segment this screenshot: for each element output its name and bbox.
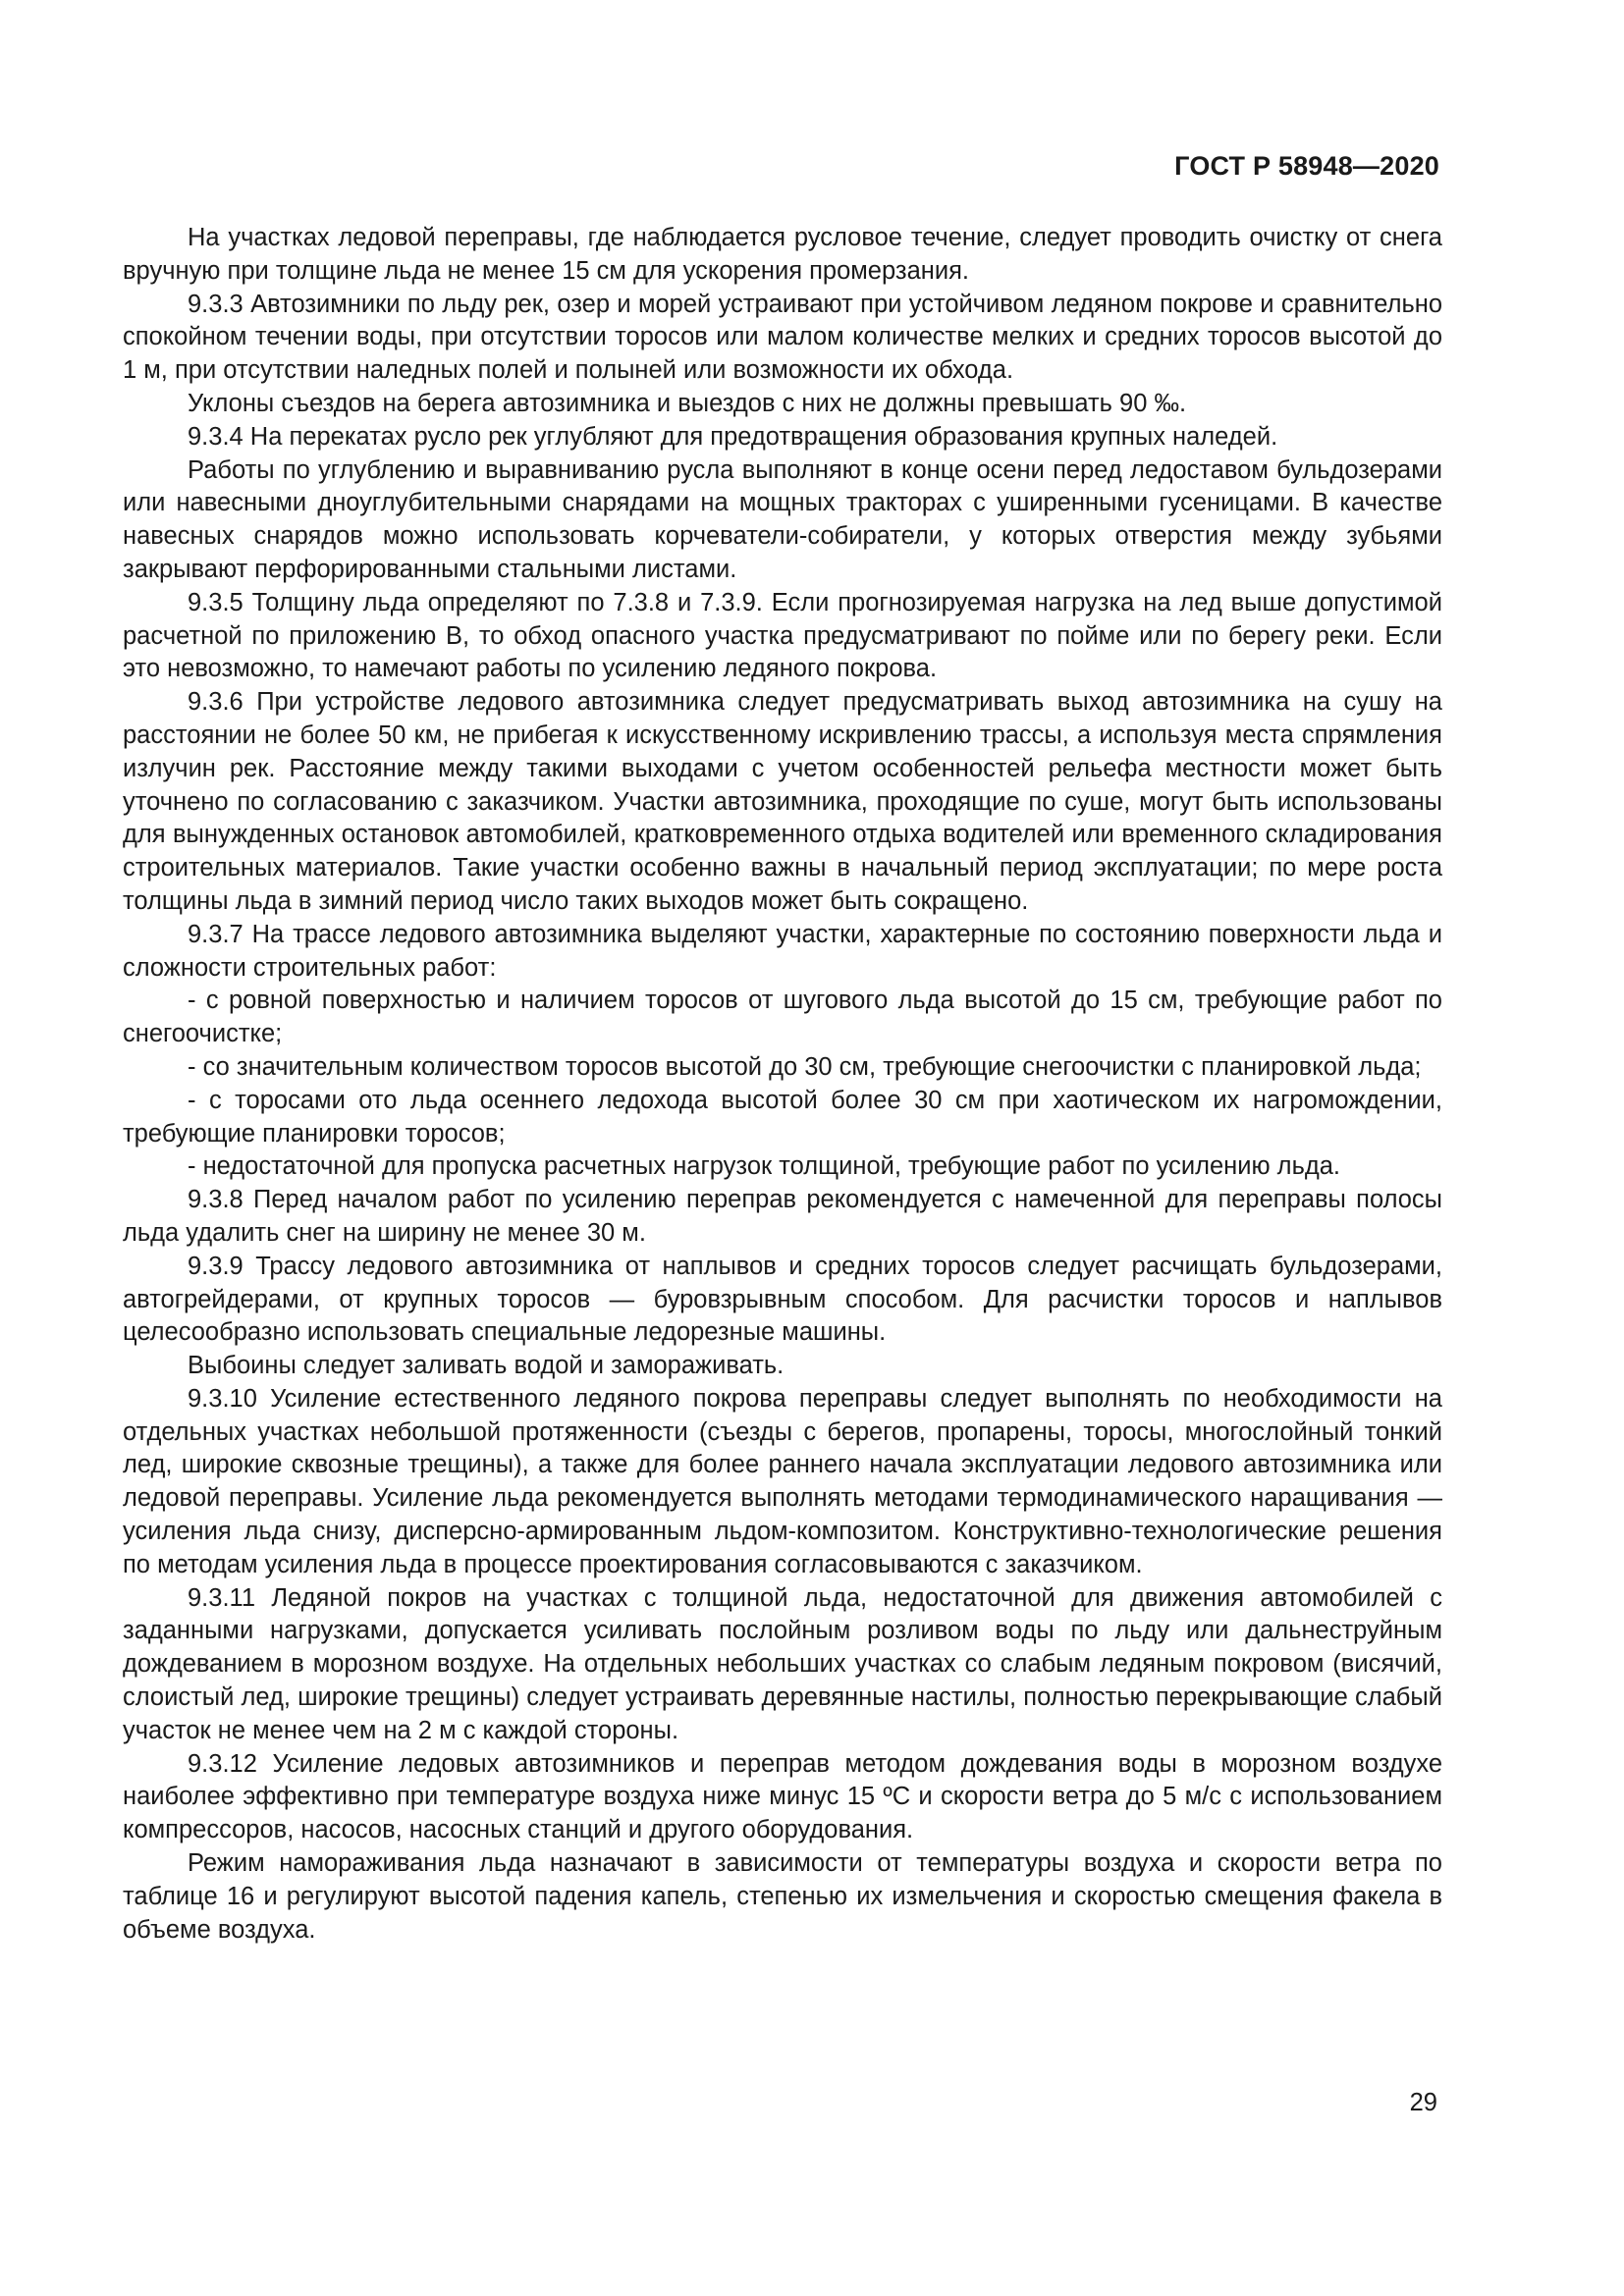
paragraph: 9.3.3 Автозимники по льду рек, озер и морей устраивают при устойчивом ледяном покрове и сравнительно спокойном течении воды, при отсутствии торосов или малом количестве мелких и средних торосов высотой до 1 м, при отсутствии наледных полей и полыней или возможности их обхода. [123, 290, 1442, 385]
paragraph: 9.3.6 При устройстве ледового автозимника следует предусматривать выход автозимника на сушу на расстоянии не более 50 км, не прибегая к искусственному искривлению трассы, а используя места спрямления излучин рек. Расстояние между такими выходами с учетом особенностей рельефа местности может быть уточнено по согласованию с заказчиком. Участки автозимника, проходящие по суше, могут быть использованы для вынужденных остановок автомобилей, кратковременного отдыха водителей или временного складирования строительных материалов. Такие участки особенно важны в начальный период эксплуатации; по мере роста толщины льда в зимний период число таких выходов может быть сокращено. [123, 688, 1442, 915]
list-item: - со значительным количеством торосов высотой до 30 см, требующие снегоочистки с планировкой льда; [188, 1052, 1422, 1081]
paragraph: 9.3.11 Ледяной покров на участках с толщиной льда, недостаточной для движения автомобилей с заданными нагрузками, допускается усиливать послойным розливом воды по льду или дальнеструйным дождеванием в морозном воздухе. На отдельных небольших участках со слабым ледяным покровом (висячий, слоистый лед, широкие трещины) следует устраивать деревянные настилы, полностью перекрывающие слабый участок не менее чем на 2 м с каждой стороны. [123, 1583, 1442, 1744]
paragraph: 9.3.12 Усиление ледовых автозимников и переправ методом дождевания воды в морозном воздухе наиболее эффективно при температуре воздуха ниже минус 15 ºС и скорости ветра до 5 м/с с использованием компрессоров, насосов, насосных станций и другого оборудования. [123, 1749, 1442, 1844]
paragraph: 9.3.9 Трассу ледового автозимника от наплывов и средних торосов следует расчищать бульдозерами, автогрейдерами, от крупных торосов — буровзрывным способом. Для расчистки торосов и наплывов целесообразно использовать специальные ледорезные машины. [123, 1252, 1442, 1347]
document-header: ГОСТ Р 58948—2020 [1174, 151, 1439, 181]
paragraph: Уклоны съездов на берега автозимника и выездов с них не должны превышать 90 ‰. [188, 389, 1187, 417]
paragraph: Работы по углублению и выравниванию русла выполняют в конце осени перед ледоставом бульдозерами или навесными дноуглубительными снарядами на мощных тракторах с уширенными гусеницами. В качестве навесных снарядов можно использовать корчеватели-собиратели, у которых отверстия между зубьями закрывают перфорированными стальными листами. [123, 455, 1442, 583]
page-number: 29 [1409, 2089, 1437, 2116]
paragraph: 9.3.5 Толщину льда определяют по 7.3.8 и 7.3.9. Если прогнозируемая нагрузка на лед выше допустимой расчетной по приложению В, то обход опасного участка предусматривают по пойме или по берегу реки. Если это невозможно, то намечают работы по усилению ледяного покрова. [123, 588, 1442, 683]
list-item: - недостаточной для пропуска расчетных нагрузок толщиной, требующие работ по усилению льда. [188, 1152, 1340, 1181]
list-item: - с торосами ото льда осеннего ледохода высотой более 30 см при хаотическом их нагромождении, требующие планировки торосов; [123, 1086, 1442, 1148]
list-item: - с ровной поверхностью и наличием торосов от шугового льда высотой до 15 см, требующие работ по снегоочистке; [123, 987, 1442, 1048]
document-body [123, 222, 1442, 1947]
paragraph: 9.3.8 Перед началом работ по усилению переправ рекомендуется с намеченной для переправы полосы льда удалить снег на ширину не менее 30 м. [123, 1186, 1442, 1247]
paragraph: 9.3.10 Усиление естественного ледяного покрова переправы следует выполнять по необходимости на отдельных участках небольшой протяженности (съезды с берегов, пропарены, торосы, многослойный тонкий лед, широкие сквозные трещины), а также для более раннего начала эксплуатации ледового автозимника или ледовой переправы. Усиление льда рекомендуется выполнять методами термодинамического наращивания — усиления льда снизу, дисперсно-армированным льдом-композитом. Конструктивно-технологические решения по методам усиления льда в процессе проектирования согласовываются с заказчиком. [123, 1384, 1442, 1578]
paragraph: Режим намораживания льда назначают в зависимости от температуры воздуха и скорости ветра по таблице 16 и регулируют высотой падения капель, степенью их измельчения и скоростью смещения факела в объеме воздуха. [123, 1849, 1442, 1944]
paragraph: Выбоины следует заливать водой и замораживать. [188, 1352, 785, 1380]
paragraph: 9.3.7 На трассе ледового автозимника выделяют участки, характерные по состоянию поверхности льда и сложности строительных работ: [123, 920, 1442, 982]
paragraph: 9.3.4 На перекатах русло рек углубляют для предотвращения образования крупных наледей. [188, 422, 1278, 451]
paragraph: На участках ледовой переправы, где наблюдается русловое течение, следует проводить очистку от снега вручную при толщине льда не менее 15 см для ускорения промерзания. [123, 224, 1442, 285]
